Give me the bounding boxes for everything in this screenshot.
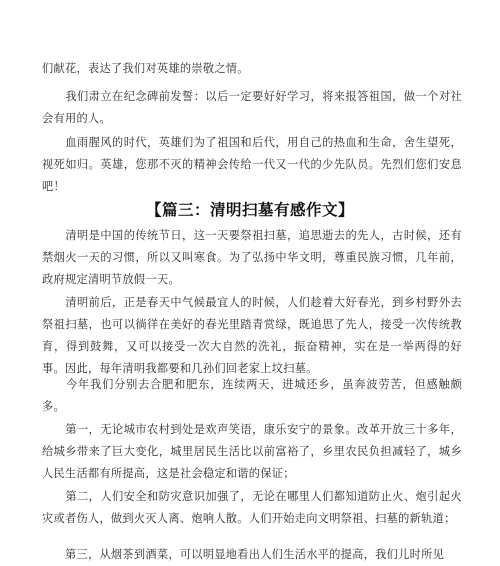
paragraph-point-three: 第三，从烟茶到酒菜，可以明显地看出人们生活水平的提高，我们儿时所见 bbox=[42, 548, 445, 561]
paragraph-trip: 今年我们分别去合肥和肥东，连续两天，进城还乡，虽奔波劳苦，但感触颇多。 bbox=[42, 378, 462, 413]
section-heading: 【篇三：清明扫墓有感作文】 bbox=[145, 201, 354, 219]
paragraph-point-two: 第二，人们安全和防灾意识加强了，无论在哪里人们都知道防止火、炮引起火灾或者伤人，做到火灭人离、炮响人散。人们开始走向文明祭祖、扫墓的新轨道； bbox=[42, 490, 462, 525]
paragraph-vow: 我们肃立在纪念碑前发誓：以后一定要好好学习，将来报答祖国，做一个对社会有用的人。 bbox=[42, 90, 462, 125]
paragraph-heroes: 血雨腥风的时代，英雄们为了祖国和后代，用自己的热血和生命，舍生望死，视死如归。英雄，您那不灭的精神会传给一代又一代的少先队员。先烈们您们安息吧！ bbox=[42, 136, 462, 193]
paragraph-qingming-intro: 清明是中国的传统节日，这一天要祭祖扫墓，追思逝去的先人，古时候，还有禁烟火一天的习惯，所以又叫寒食。为了弘扬中华文明，尊重民族习惯，几年前，政府规定清明节放假一天。 bbox=[42, 229, 462, 286]
paragraph-point-one: 第一，无论城市农村到处是欢声笑语，康乐安宁的景象。改革开放三十多年，给城乡带来了巨大变化，城里居民生活比以前富裕了，乡里农民负担减轻了，城乡人民生活都有所提高，这是社会稳定和谐的保证； bbox=[42, 423, 462, 480]
paragraph-closing-line: 们献花，表达了我们对英雄的崇敬之情。 bbox=[42, 62, 249, 75]
paragraph-spring-visit: 清明前后，正是春天中气候最宜人的时候，人们趁着大好春光，到乡村野外去祭祖扫墓，也可以徜徉在美好的春光里踏青赏绿，既追思了先人，接受一次传统教育，得到鼓舞，又可以接受一次大自然的洗礼，振奋精神，实在是一举两得的好事。因此，每年清明我都要和几孙们回老家上坟扫墓。 bbox=[42, 296, 462, 375]
